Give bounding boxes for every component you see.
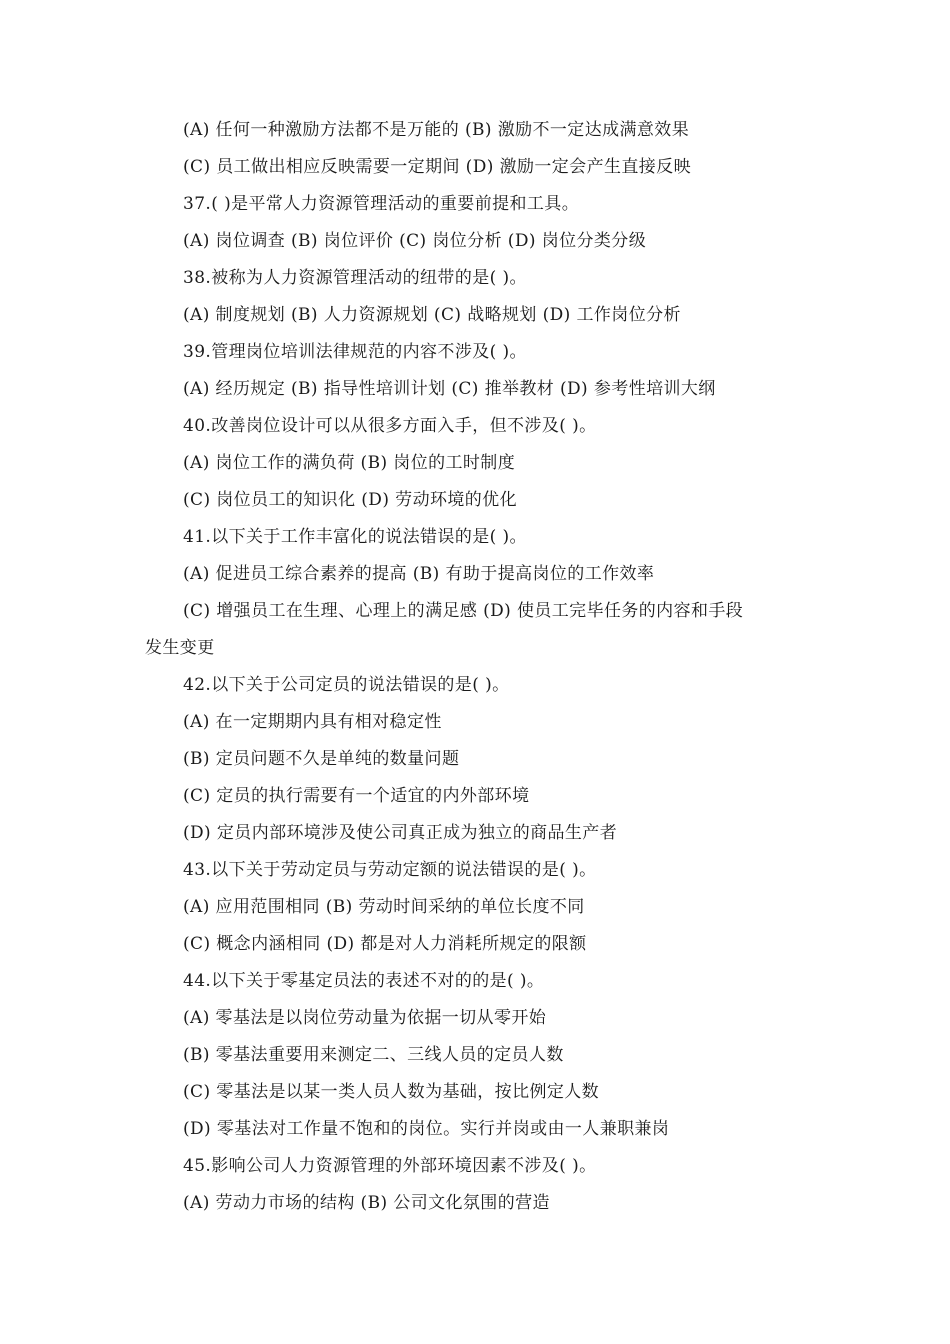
options-line: (B) 定员问题不久是单纯的数量问题 [183, 749, 460, 769]
question-line: 38.被称为人力资源管理活动的纽带的是( )。 [183, 268, 527, 288]
options-line: (A) 在一定期期内具有相对稳定性 [183, 712, 442, 732]
options-line: (A) 零基法是以岗位劳动量为依据一切从零开始 [183, 1008, 547, 1028]
options-line: (D) 定员内部环境涉及使公司真正成为独立的商品生产者 [183, 823, 618, 843]
options-line: (A) 促进员工综合素养的提高 (B) 有助于提高岗位的工作效率 [183, 564, 655, 584]
text-line: (C) 员工做出相应反映需要一定期间 (D) 激励一定会产生直接反映 [183, 157, 691, 177]
question-line: 45.影响公司人力资源管理的外部环境因素不涉及( )。 [183, 1156, 597, 1176]
options-line: (A) 岗位工作的满负荷 (B) 岗位的工时制度 [183, 453, 516, 473]
question-line: 37.( )是平常人力资源管理活动的重要前提和工具。 [183, 194, 580, 214]
question-line: 44.以下关于零基定员法的表述不对的的是( )。 [183, 971, 545, 991]
options-line: (C) 零基法是以某一类人员人数为基础，按比例定人数 [183, 1082, 600, 1102]
question-line: 39.管理岗位培训法律规范的内容不涉及( )。 [183, 342, 527, 362]
options-line: (C) 岗位员工的知识化 (D) 劳动环境的优化 [183, 490, 517, 510]
options-line: (A) 岗位调查 (B) 岗位评价 (C) 岗位分析 (D) 岗位分类分级 [183, 231, 647, 251]
options-line: (A) 制度规划 (B) 人力资源规划 (C) 战略规划 (D) 工作岗位分析 [183, 305, 681, 325]
options-line: (D) 零基法对工作量不饱和的岗位。实行并岗或由一人兼职兼岗 [183, 1119, 670, 1139]
text-line: (A) 任何一种激励方法都不是万能的 (B) 激励不一定达成满意效果 [183, 120, 690, 140]
question-line: 40.改善岗位设计可以从很多方面入手，但不涉及( )。 [183, 416, 597, 436]
options-line: (C) 定员的执行需要有一个适宜的内外部环境 [183, 786, 530, 806]
options-line: (A) 应用范围相同 (B) 劳动时间采纳的单位长度不同 [183, 897, 585, 917]
text-body [145, 112, 825, 1222]
options-line: (C) 概念内涵相同 (D) 都是对人力消耗所规定的限额 [183, 934, 587, 954]
options-line: (C) 增强员工在生理、心理上的满足感 (D) 使员工完毕任务的内容和手段 [183, 601, 744, 621]
options-line: (B) 零基法重要用来测定二、三线人员的定员人数 [183, 1045, 564, 1065]
options-line-continuation: 发生变更 [145, 638, 215, 658]
question-line: 43.以下关于劳动定员与劳动定额的说法错误的是( )。 [183, 860, 597, 880]
question-line: 42.以下关于公司定员的说法错误的是( )。 [183, 675, 510, 695]
options-line: (A) 经历规定 (B) 指导性培训计划 (C) 推举教材 (D) 参考性培训大纲 [183, 379, 716, 399]
options-line: (A) 劳动力市场的结构 (B) 公司文化氛围的营造 [183, 1193, 550, 1213]
question-line: 41.以下关于工作丰富化的说法错误的是( )。 [183, 527, 527, 547]
